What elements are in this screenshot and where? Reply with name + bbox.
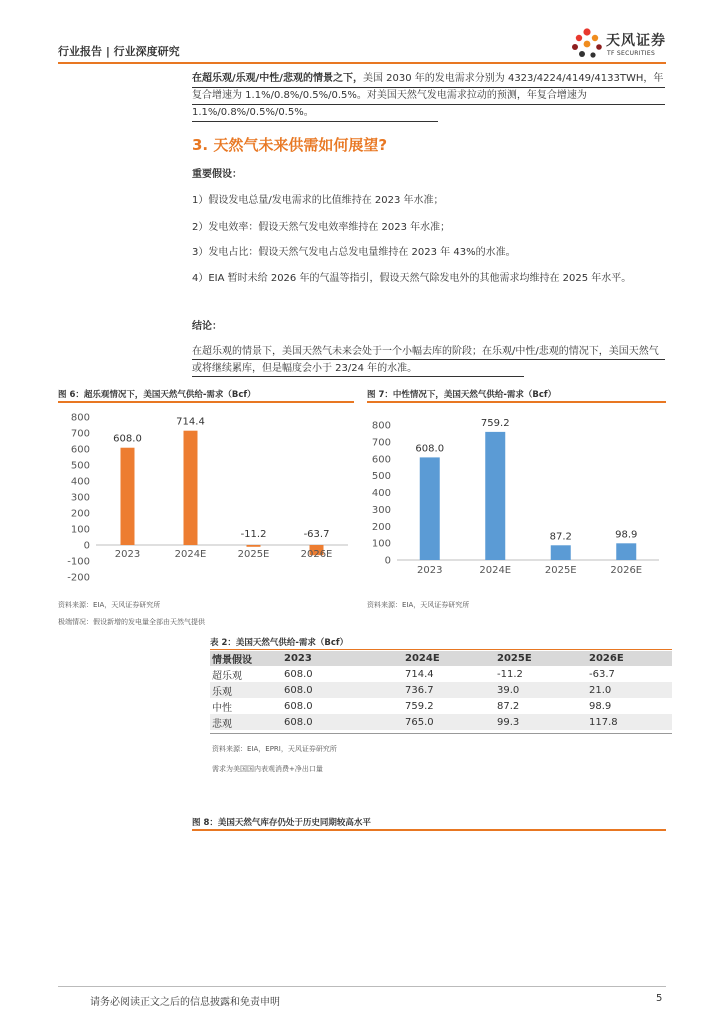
- table-cell: 608.0: [282, 714, 403, 730]
- conclusion-label: 结论：: [192, 321, 222, 332]
- assumption-item: 3）发电占比：假设天然气发电占总发电量维持在 2023 年 43%的水准。: [192, 247, 516, 258]
- intro-paragraph: [192, 70, 665, 121]
- table-cell: 悲观: [210, 714, 282, 730]
- figure6-source: 资料来源：EIA，天风证券研究所: [58, 601, 161, 609]
- assumption-item: 4）EIA 暂时未给 2026 年的气温等指引，假设天然气除发电外的其他需求均维持在 2025 年水平。: [192, 273, 632, 284]
- y-tick-label: 800: [70, 412, 90, 424]
- data-label: 759.2: [480, 417, 510, 429]
- table-bottom-line: [210, 733, 672, 734]
- figure7-source: 资料来源：EIA，天风证券研究所: [367, 601, 470, 609]
- y-tick-label: 400: [70, 476, 90, 488]
- y-tick-label: 600: [70, 444, 90, 456]
- footer-disclaimer: 请务必阅读正文之后的信息披露和免责申明: [90, 997, 280, 1008]
- table2-source: 资料来源：EIA，EPRI，天风证券研究所: [212, 745, 337, 753]
- y-tick-label: 0: [83, 540, 90, 552]
- table-cell: 608.0: [284, 668, 313, 680]
- company-logo: [570, 27, 668, 61]
- table-cell: 超乐观: [212, 670, 242, 682]
- table-cell: 87.2: [497, 700, 520, 712]
- data-label: 87.2: [549, 531, 572, 543]
- data-label: 608.0: [415, 443, 445, 455]
- underline-4: [192, 359, 665, 360]
- table-cell: 99.3: [495, 714, 587, 730]
- y-tick-label: 100: [70, 524, 90, 536]
- tf-logo-icon: [570, 27, 604, 61]
- y-tick-label: 400: [371, 488, 391, 499]
- bar: [485, 432, 505, 560]
- y-tick-label: 500: [70, 460, 90, 472]
- y-tick-label: 500: [371, 471, 391, 483]
- y-tick-label: -100: [67, 556, 90, 568]
- y-tick-label: 200: [371, 521, 391, 533]
- figure7-title-line: [367, 401, 666, 403]
- table-cell: 98.9: [589, 700, 612, 712]
- table-header-row: [210, 651, 672, 666]
- table-cell: 736.7: [403, 682, 495, 698]
- data-label: 98.9: [615, 529, 638, 541]
- x-tick-label: 2024E: [479, 565, 512, 576]
- figure6-title: 图 6：超乐观情况下，美国天然气供给-需求（Bcf）: [58, 390, 256, 400]
- underline-5: [192, 376, 524, 377]
- intro-bold-text: 在超乐观/乐观/中性/悲观的情景之下，: [192, 73, 363, 84]
- y-tick-label: 700: [371, 437, 391, 449]
- y-tick-label: 300: [70, 492, 90, 504]
- bar: [247, 545, 261, 547]
- table-cell: 21.0: [587, 682, 672, 698]
- intro-text: 美国 2030 年的发电需求分别为 4323/4224/4149/4133TWH，年复合增速为 1.1%/0.8%/0.5%/0.5%。对美国天然气发电需求拉动的预测，年复合增速为 1.1%/0.8%/0.5%/0.5%。: [192, 73, 664, 118]
- figure6-chart: [58, 404, 354, 590]
- data-label: 608.0: [113, 433, 142, 445]
- table-cell: 117.8: [587, 714, 672, 730]
- table-row: [210, 682, 672, 698]
- y-tick-label: 600: [371, 454, 391, 466]
- y-tick-label: 300: [371, 504, 391, 516]
- section-title: 3. 天然气未来供需如何展望?: [192, 136, 388, 154]
- report-type-label: 行业报告 | 行业深度研究: [58, 45, 180, 58]
- table-cell: 759.2: [405, 700, 434, 712]
- table2-title: 表 2：美国天然气供给-需求（Bcf）: [210, 638, 349, 648]
- x-tick-label: 2025E: [237, 549, 270, 560]
- figure6-title-line: [58, 401, 354, 403]
- table2-title-line: [210, 649, 672, 650]
- y-tick-label: 800: [371, 420, 391, 432]
- figure6-note: 极端情况：假设新增的发电量全部由天然气提供: [58, 618, 205, 626]
- table-header-cell: 2024E: [403, 651, 495, 666]
- table-cell: 39.0: [495, 682, 587, 698]
- underline-1: [192, 87, 665, 88]
- table-cell: 乐观: [210, 682, 282, 698]
- x-tick-label: 2025E: [544, 565, 577, 576]
- figure7-title: 图 7：中性情况下，美国天然气供给-需求（Bcf）: [367, 390, 557, 400]
- logo-text-cn: 天风证券: [606, 33, 666, 49]
- y-tick-label: -200: [67, 572, 90, 584]
- table-header-cell: 2026E: [587, 651, 672, 666]
- page-number: 5: [656, 993, 663, 1004]
- table-header-cell: 情景假设: [210, 651, 282, 666]
- table-cell: 中性: [212, 702, 232, 714]
- table-cell: -63.7: [589, 668, 615, 680]
- bar: [551, 545, 571, 560]
- table-header-cell: 2023: [282, 651, 403, 666]
- table-row: [210, 666, 672, 682]
- data-label: 714.4: [176, 416, 205, 428]
- bar: [616, 543, 636, 560]
- assumption-item: 2）发电效率：假设天然气发电效率维持在 2023 年水准；: [192, 222, 451, 233]
- bar: [420, 457, 440, 560]
- assumption-item: 1）假设发电总量/发电需求的比值维持在 2023 年水准；: [192, 195, 444, 206]
- table-cell: 608.0: [284, 700, 313, 712]
- table-cell: 765.0: [403, 714, 495, 730]
- table-header-cell: 2025E: [495, 651, 587, 666]
- figure8-title: 图 8：美国天然气库存仍处于历史同期较高水平: [192, 818, 371, 828]
- table-row: [210, 698, 672, 714]
- bar: [184, 431, 198, 545]
- figure8-title-line: [192, 829, 666, 831]
- data-label: -63.7: [303, 529, 330, 540]
- header-divider: [58, 62, 666, 64]
- y-tick-label: 0: [384, 555, 391, 567]
- supply-demand-table: [210, 651, 672, 730]
- x-tick-label: 2024E: [174, 549, 207, 560]
- underline-3: [192, 121, 438, 122]
- logo-text-en: TF SECURITIES: [607, 50, 656, 57]
- data-label: -11.2: [240, 529, 267, 540]
- y-tick-label: 700: [70, 428, 90, 440]
- conclusion-text: 在超乐观的情景下，美国天然气未来会处于一个小幅去库的阶段；在乐观/中性/悲观的情况下，美国天然气或将继续累库，但是幅度会小于 23/24 年的水准。: [192, 346, 659, 374]
- table-cell: 608.0: [282, 682, 403, 698]
- table-row: [210, 714, 672, 730]
- x-tick-label: 2026E: [610, 565, 643, 576]
- x-tick-label: 2023: [114, 549, 141, 560]
- underline-2: [192, 104, 665, 105]
- figure7-chart: [367, 404, 666, 590]
- assumptions-label: 重要假设：: [192, 169, 242, 180]
- y-tick-label: 100: [371, 538, 391, 550]
- table-cell: 714.4: [405, 668, 434, 680]
- bar: [121, 448, 135, 545]
- x-tick-label: 2026E: [300, 549, 333, 560]
- footer-divider: [58, 986, 666, 987]
- x-tick-label: 2023: [417, 565, 443, 576]
- table-cell: -11.2: [497, 668, 523, 680]
- table2-note: 需求为美国国内表观消费+净出口量: [212, 765, 323, 773]
- y-tick-label: 200: [70, 508, 90, 520]
